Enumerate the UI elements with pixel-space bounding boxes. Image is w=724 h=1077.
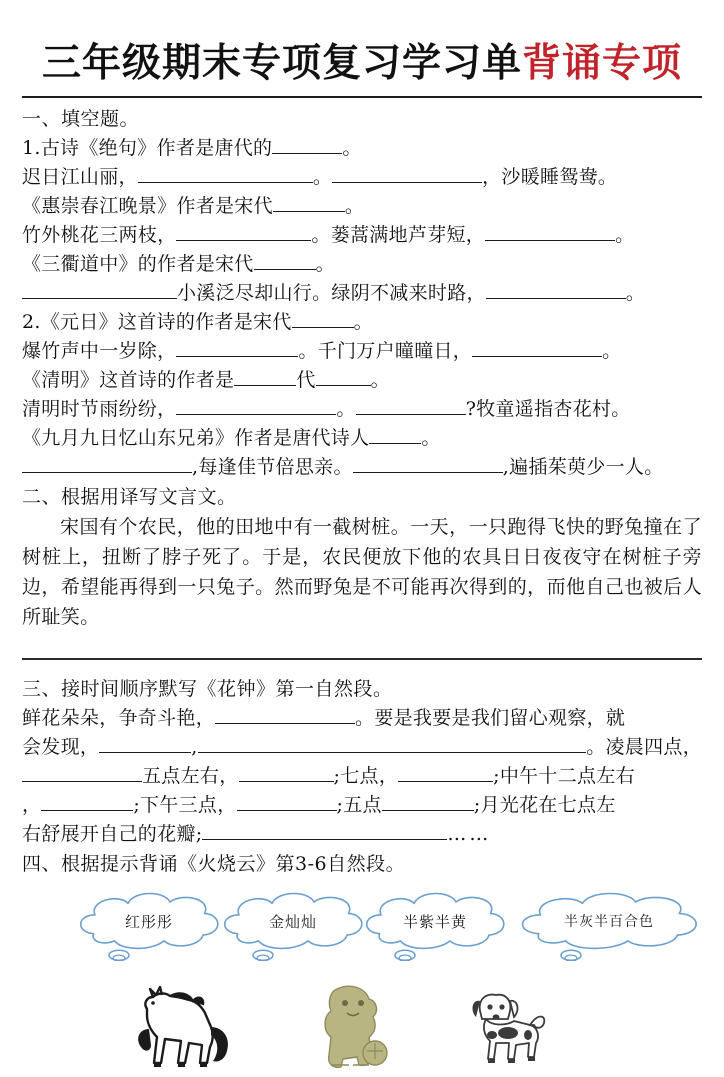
- question-text: ，: [22, 794, 42, 816]
- question-line: [22, 395, 702, 424]
- answer-blank[interactable]: [472, 341, 602, 357]
- section-two-heading: 二、根据用译写文言文。: [22, 486, 237, 508]
- horse-icon: [127, 983, 237, 1077]
- answer-blank[interactable]: [485, 225, 615, 241]
- question-text: 。要是我要是我们留心观察，就: [355, 707, 626, 729]
- cloud-label: 金灿灿: [268, 913, 317, 931]
- question-line: [22, 308, 702, 337]
- question-text: ，沙暖睡鸳鸯。: [482, 166, 618, 188]
- answer-blank[interactable]: [99, 737, 191, 753]
- question-text: 。: [370, 369, 390, 391]
- answer-blank[interactable]: [369, 428, 421, 444]
- cloud-bubble: [218, 889, 368, 967]
- question-text: 。: [421, 427, 441, 449]
- page-title-accent: 背诵专项: [522, 40, 683, 86]
- question-text: ;七点，: [333, 765, 399, 787]
- section-two-paragraph: 宋国有个农民，他的田地中有一截树桩。一天，一只跑得飞快的野兔撞在了树桩上，扭断了脖子死了。于是，农民便放下他的农具日日夜夜守在树桩子旁边，希望能再得到一只兔子。然而野兔是不可能再次得到的，而他自己也被后人所耻笑。: [22, 516, 702, 628]
- question-text: ;月光花在七点左: [473, 794, 616, 816]
- question-text: 。: [602, 340, 622, 362]
- cloud-bubble: [74, 889, 224, 967]
- section-one-heading: 一、填空题。: [22, 108, 140, 130]
- answer-blank[interactable]: [198, 737, 587, 753]
- answer-blank[interactable]: [272, 138, 342, 154]
- animal-illustration-group: [22, 977, 702, 1077]
- answer-blank[interactable]: [254, 254, 316, 270]
- answer-blank[interactable]: [22, 283, 177, 299]
- question-text: 《惠崇春江晚景》作者是宋代: [22, 195, 273, 217]
- question-text: 。: [336, 398, 356, 420]
- answer-divider: [22, 658, 702, 660]
- ellipsis: ……: [447, 823, 492, 845]
- section-four-heading: 四、根据提示背诵《火烧云》第3-6自然段。: [22, 853, 406, 875]
- question-text: 小溪泛尽却山行。绿阴不减来时路，: [177, 282, 486, 304]
- answer-blank[interactable]: [316, 370, 371, 386]
- question-line: [22, 163, 702, 192]
- question-line: [22, 192, 702, 221]
- question-text: ;五点: [336, 794, 382, 816]
- answer-blank[interactable]: [356, 399, 466, 415]
- question-text: ,遍插茱萸少一人。: [502, 456, 664, 478]
- cloud-label: 红彤彤: [124, 913, 173, 931]
- question-text: ;下午三点，: [133, 794, 237, 816]
- question-text: 《三衢道中》的作者是宋代: [22, 253, 254, 275]
- answer-blank[interactable]: [292, 312, 354, 328]
- question-line: [22, 279, 702, 308]
- answer-blank[interactable]: [138, 167, 313, 183]
- question-text: 爆竹声中一岁除，: [22, 340, 177, 362]
- answer-blank[interactable]: [273, 196, 345, 212]
- question-text: 。: [625, 282, 646, 304]
- question-text: 。: [342, 137, 362, 159]
- question-text: 。: [353, 311, 373, 333]
- page-title-main: 三年级期末专项复习学习单: [41, 40, 522, 86]
- question-text: ,: [191, 736, 198, 758]
- section-three-lines: [22, 704, 702, 849]
- question-text: 。: [615, 224, 635, 246]
- question-text: 迟日江山丽，: [22, 166, 138, 188]
- question-line: [22, 762, 702, 791]
- question-text: 右舒展开自己的花瓣;: [22, 823, 203, 845]
- answer-blank[interactable]: [176, 341, 298, 357]
- question-line: [22, 250, 702, 279]
- answer-blank[interactable]: [353, 457, 503, 473]
- question-text: 竹外桃花三两枝，: [22, 224, 177, 246]
- question-line: [22, 453, 702, 482]
- question-text: 会发现，: [22, 736, 100, 758]
- question-text: 代: [296, 369, 316, 391]
- question-text: 《九月九日忆山东兄弟》作者是唐代诗人: [22, 427, 370, 449]
- answer-blank[interactable]: [382, 795, 474, 811]
- answer-blank[interactable]: [398, 766, 493, 782]
- question-line: [22, 704, 702, 733]
- answer-blank[interactable]: [237, 795, 337, 811]
- question-text: 。: [315, 253, 335, 275]
- answer-blank[interactable]: [176, 399, 336, 415]
- question-text: 《清明》这首诗的作者是: [22, 369, 235, 391]
- question-text: 鲜花朵朵，争奇斗艳，: [22, 707, 216, 729]
- question-line: [22, 820, 702, 849]
- answer-blank[interactable]: [22, 766, 142, 782]
- cloud-prompt-group: [22, 889, 702, 971]
- cloud-label: 半灰半百合色: [564, 914, 654, 930]
- answer-blank[interactable]: [176, 225, 311, 241]
- answer-blank[interactable]: [332, 167, 482, 183]
- cloud-label: 半紫半黄: [402, 913, 467, 931]
- question-line: [22, 791, 702, 820]
- question-line: [22, 424, 702, 453]
- stone-lion-icon: [307, 981, 393, 1077]
- answer-blank[interactable]: [239, 766, 334, 782]
- question-text: 五点左右，: [142, 765, 239, 787]
- section-one-lines: [22, 134, 702, 482]
- question-text: 1.古诗《绝句》作者是唐代的: [22, 137, 273, 159]
- question-text: ,每逢佳节倍思亲。: [192, 456, 353, 478]
- question-text: 。蒌蒿满地芦芽短，: [311, 224, 486, 246]
- question-text: 。凌晨四点，: [586, 736, 702, 758]
- answer-blank[interactable]: [486, 283, 626, 299]
- question-text: ;中午十二点左右: [493, 765, 635, 787]
- spotted-dog-icon: [452, 985, 548, 1077]
- question-text: 2.《元日》这首诗的作者是宋代: [22, 311, 292, 333]
- answer-blank[interactable]: [234, 370, 296, 386]
- question-text: 。: [312, 166, 333, 188]
- answer-blank[interactable]: [41, 795, 133, 811]
- question-line: [22, 337, 702, 366]
- question-text: 清明时节雨纷纷，: [22, 398, 177, 420]
- answer-blank[interactable]: [202, 824, 447, 840]
- question-text: ?牧童遥指杏花村。: [465, 398, 631, 420]
- question-text: 。千门万户曈曈日，: [298, 340, 473, 362]
- question-line: [22, 134, 702, 163]
- cloud-bubble: [514, 889, 704, 967]
- answer-blank[interactable]: [22, 457, 192, 473]
- page-title: [22, 0, 702, 88]
- question-line: [22, 221, 702, 250]
- section-three-heading: 三、接时间顺序默写《花钟》第一自然段。: [22, 678, 393, 700]
- title-divider: [22, 96, 702, 98]
- question-text: 。: [344, 195, 365, 217]
- answer-blank[interactable]: [215, 708, 355, 724]
- question-line: [22, 366, 702, 395]
- cloud-bubble: [360, 889, 510, 967]
- question-line: [22, 733, 702, 762]
